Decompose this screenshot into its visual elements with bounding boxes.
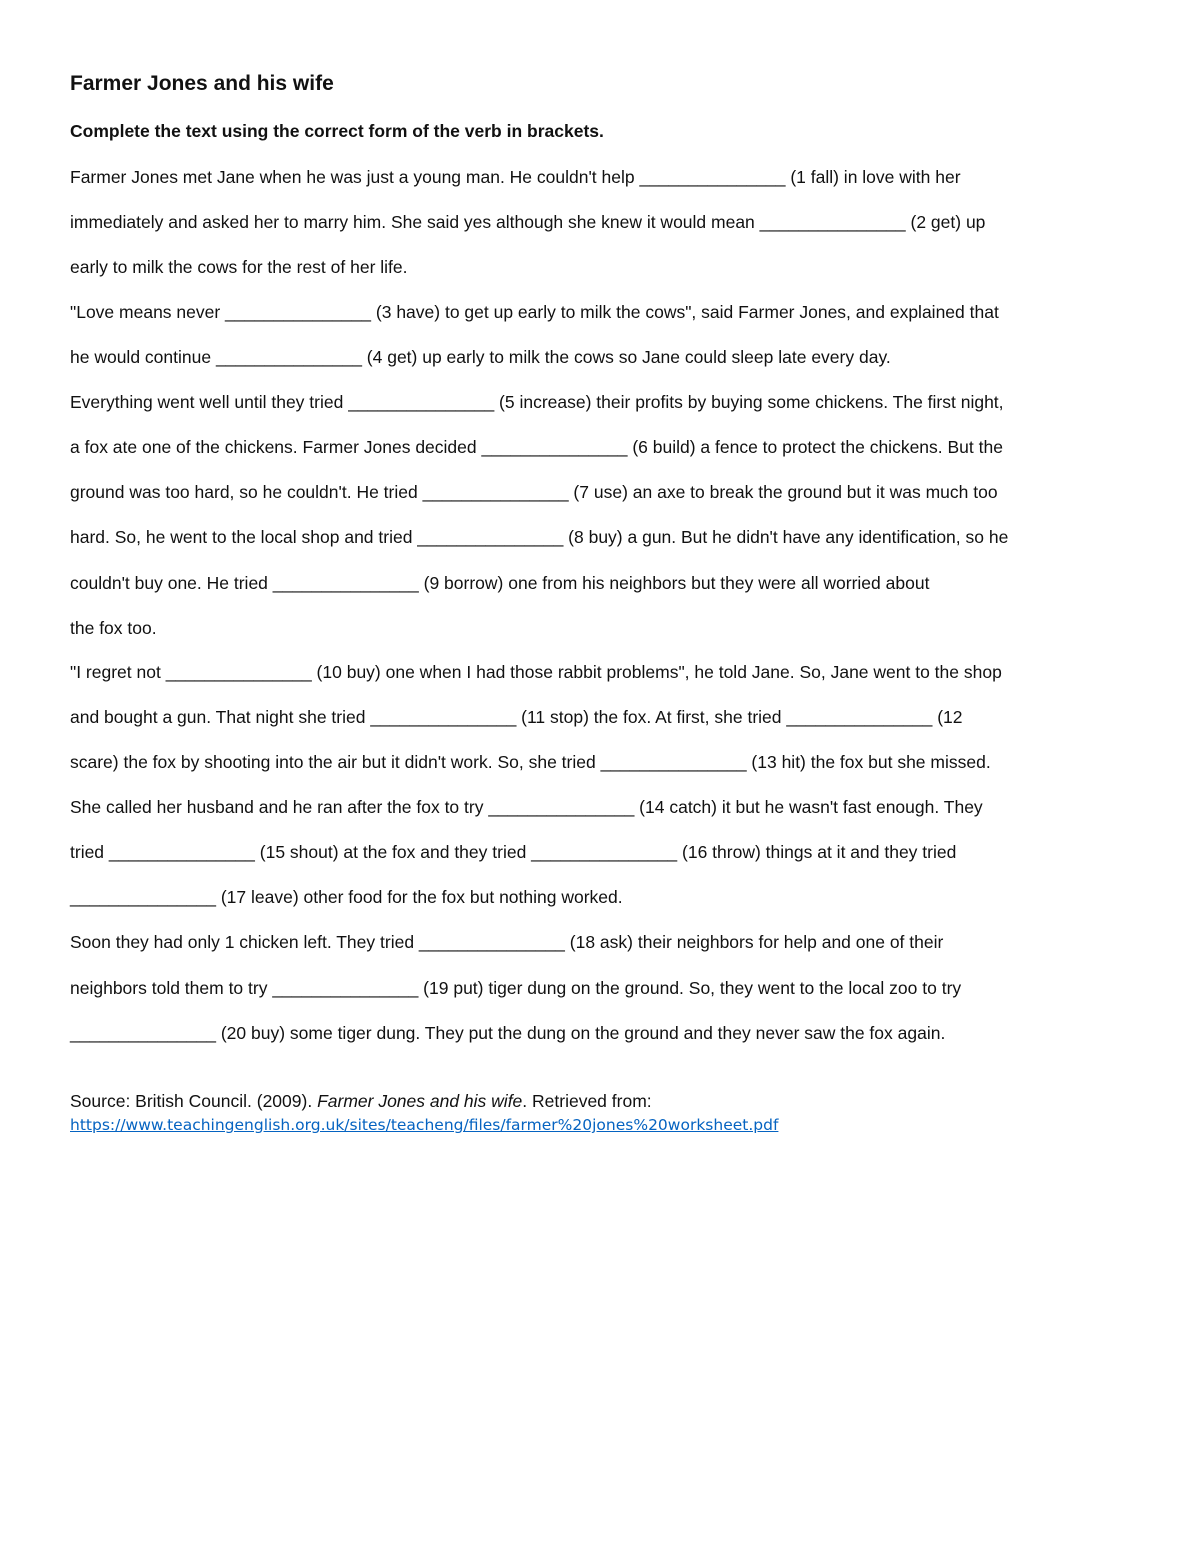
text-line-4: "Love means never _______________ (3 have) to get up early to milk the cows", said Farmer Jones, and explained that: [70, 302, 999, 322]
text-line-6: Everything went well until they tried _______________ (5 increase) their profits by buying some chickens. The first night,: [70, 392, 1004, 412]
source-citation: [70, 1090, 652, 1112]
text-line-14: scare) the fox by shooting into the air but it didn't work. So, she tried _______________ (13 hit) the fox but she missed.: [70, 752, 991, 772]
source-work-title: Farmer Jones and his wife: [317, 1091, 523, 1111]
text-line-11: the fox too.: [70, 618, 157, 638]
text-line-8: ground was too hard, so he couldn't. He tried _______________ (7 use) an axe to break the ground but it was much too: [70, 482, 998, 502]
text-line-17: _______________ (17 leave) other food for the fox but nothing worked.: [70, 887, 623, 907]
text-line-15: She called her husband and he ran after the fox to try _______________ (14 catch) it but he wasn't fast enough. They: [70, 797, 983, 817]
text-line-5: he would continue _______________ (4 get) up early to milk the cows so Jane could sleep late every day.: [70, 347, 891, 367]
source-prefix: Source: British Council. (2009).: [70, 1091, 318, 1111]
text-line-16: tried _______________ (15 shout) at the fox and they tried _______________ (16 throw) things at it and they tried: [70, 842, 957, 862]
source-suffix: . Retrieved from:: [522, 1091, 652, 1111]
text-line-20: _______________ (20 buy) some tiger dung. They put the dung on the ground and they never saw the fox again.: [70, 1023, 946, 1043]
text-line-3: early to milk the cows for the rest of her life.: [70, 257, 408, 277]
instruction-text: Complete the text using the correct form of the verb in brackets.: [70, 121, 604, 141]
text-line-7: a fox ate one of the chickens. Farmer Jones decided _______________ (6 build) a fence to protect the chickens. But the: [70, 437, 1003, 457]
text-line-10: couldn't buy one. He tried _______________ (9 borrow) one from his neighbors but they were all worried about: [70, 573, 930, 593]
text-line-19: neighbors told them to try _______________ (19 put) tiger dung on the ground. So, they went to the local zoo to try: [70, 978, 962, 998]
text-line-1: Farmer Jones met Jane when he was just a young man. He couldn't help _______________ (1 fall) in love with her: [70, 167, 961, 187]
text-line-18: Soon they had only 1 chicken left. They tried _______________ (18 ask) their neighbors for help and one of their: [70, 932, 944, 952]
text-line-2: immediately and asked her to marry him. She said yes although she knew it would mean _______________ (2 get) up: [70, 212, 986, 232]
source-link[interactable]: https://www.teachingenglish.org.uk/sites/teacheng/files/farmer%20jones%20worksheet.pdf: [70, 1116, 779, 1134]
text-line-9: hard. So, he went to the local shop and tried _______________ (8 buy) a gun. But he didn't have any identification, so he: [70, 527, 1009, 547]
page-title: Farmer Jones and his wife: [70, 72, 334, 95]
text-line-12: "I regret not _______________ (10 buy) one when I had those rabbit problems", he told Jane. So, Jane went to the shop: [70, 662, 1002, 682]
text-line-13: and bought a gun. That night she tried _______________ (11 stop) the fox. At first, she tried _______________ (12: [70, 707, 963, 727]
